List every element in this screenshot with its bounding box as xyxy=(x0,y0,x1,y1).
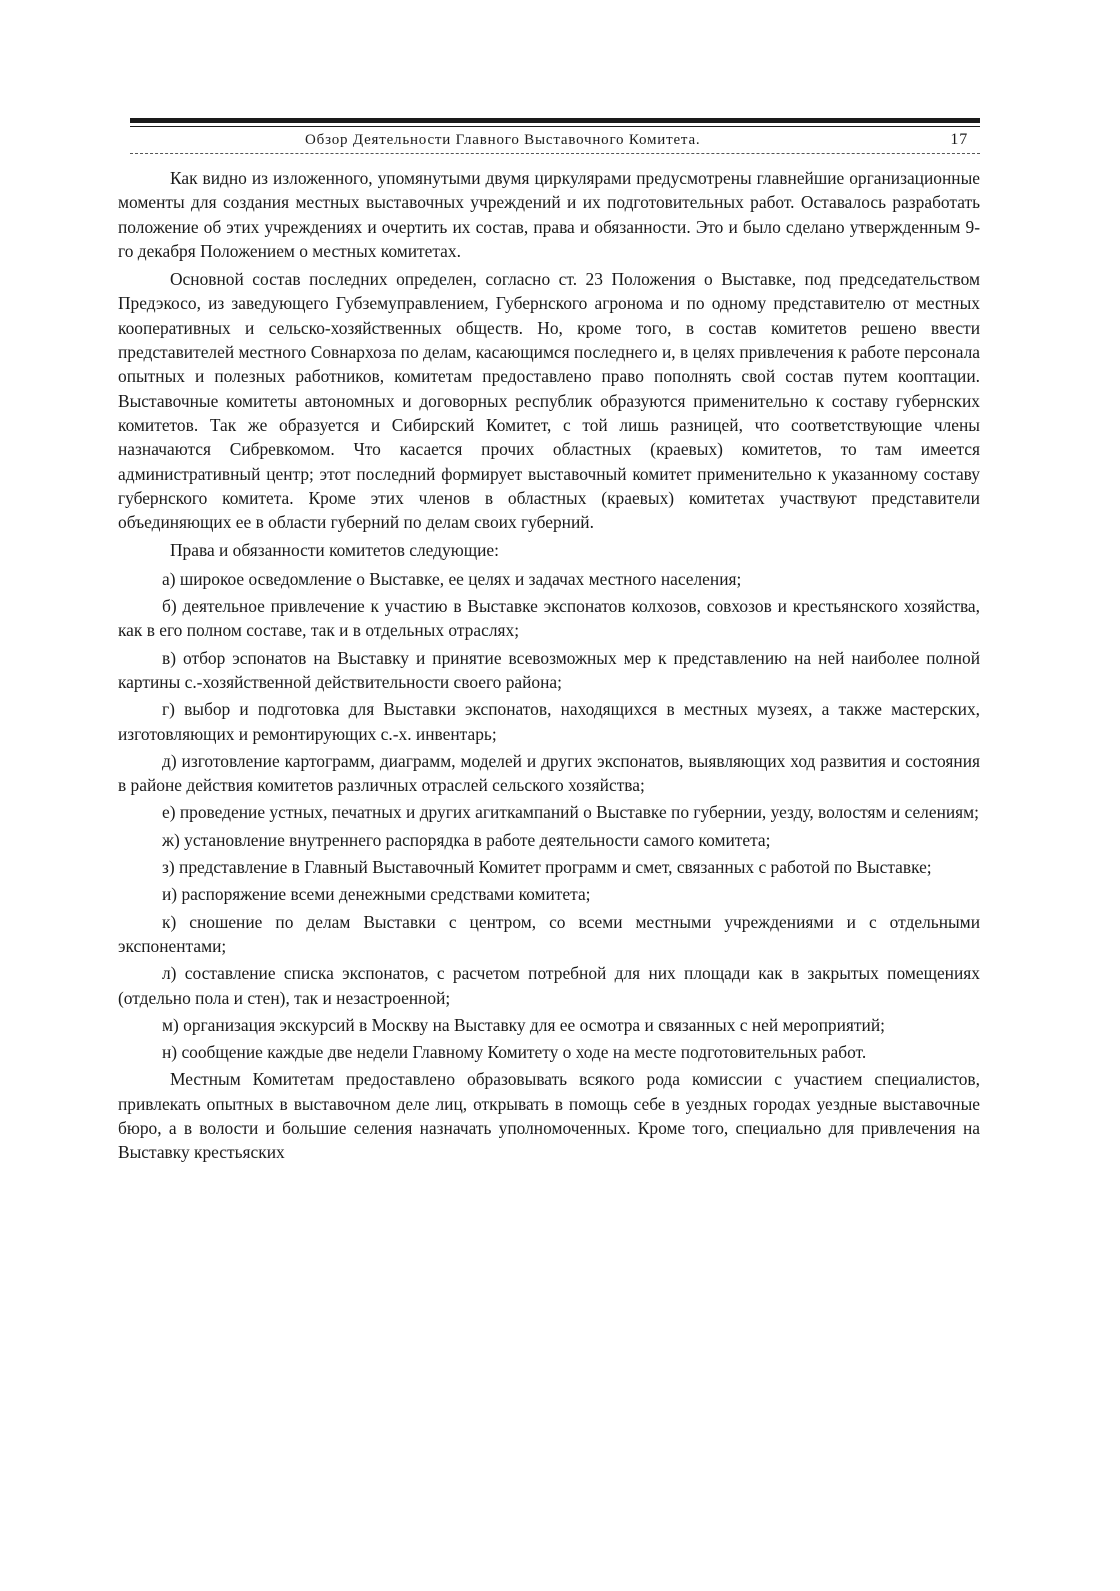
running-header xyxy=(130,127,980,153)
page-number: 17 xyxy=(950,131,968,148)
list-item: е) проведение устных, печатных и других агиткампаний о Выставке по губернии, уезду, волостям и селениям; xyxy=(162,802,980,823)
list-item: г) выбор и подготовка для Выставки экспонатов, находящихся в местных музеях, а также мастерских, изготовляющих и ремонтирующих с.-х. инвентарь; xyxy=(118,699,980,744)
list-item: з) представление в Главный Выставочный Комитет программ и смет, связанных с работой по Выставке; xyxy=(162,857,932,878)
list-item: б) деятельное привлечение к участию в Выставке экспонатов колхозов, совхозов и крестьянского хозяйства, как в его полном составе, так и в отдельных отраслях; xyxy=(118,596,980,641)
paragraph: Основной состав последних определен, согласно ст. 23 Положения о Выставке, под председательством Предэкосо, из заведующего Губземуправлением, Губернского агронома и по одному представителю от местных кооперативных и сельско-хозяйственных обществ. Но, кроме того, в состав комитетов решено ввести представителей местного Совнархоза по делам, касающимся последнего и, в целях привлечения к работе персонала опытных и полезных работников, комитетам предоставлено право пополнять свой состав путем кооптации. Выставочные комитеты автономных и договорных республик образуются применительно к составу губернских комитетов. Так же образуется и Сибирский Комитет, с той лишь разницей, что соответствующие члены назначаются Сибревкомом. Что касается прочих областных (краевых) комитетов, то там имеется административный центр; этот последний формирует выставочный комитет применительно к указанному составу губернского комитета. Кроме этих членов в областных (краевых) комитетах участвуют представители объединяющих ее в области губерний по делам своих губерний. xyxy=(118,269,980,533)
header-divider xyxy=(130,153,980,154)
list-item: н) сообщение каждые две недели Главному Комитету о ходе на месте подготовительных работ. xyxy=(162,1042,867,1063)
paragraph: Как видно из изложенного, упомянутыми двумя циркулярами предусмотрены главнейшие организационные моменты для создания местных выставочных учреждений и их подготовительных работ. Оставалось разработать положение об этих учреждениях и очертить их состав, права и обязанности. Это и было сделано утвержденным 9-го декабря Положением о местных комитетах. xyxy=(118,168,980,261)
document-body xyxy=(118,166,980,1165)
header-rule-thick xyxy=(130,118,980,123)
paragraph: Права и обязанности комитетов следующие: xyxy=(170,540,499,561)
closing-paragraph: Местным Комитетам предоставлено образовывать всякого рода комиссии с участием специалистов, привлекать опытных в выставочном деле лиц, открывать в помощь себе в уездных городах уездные выставочные бюро, а в волости и большие селения назначать уполномоченных. Кроме того, специально для привлечения на Выставку крестьяских xyxy=(118,1069,980,1163)
list-item: д) изготовление картограмм, диаграмм, моделей и других экспонатов, выявляющих ход развития и состояния в районе действия комитетов различных отраслей сельского хозяйства; xyxy=(118,750,980,796)
list-item: ж) установление внутреннего распорядка в работе деятельности самого комитета; xyxy=(162,829,771,850)
document-page xyxy=(118,118,980,1169)
list-item: к) сношение по делам Выставки с центром, со всеми местными учреждениями и с отдельными экспонентами; xyxy=(118,911,980,956)
list-item: а) широкое осведомление о Выставке, ее целях и задачах местного населения; xyxy=(162,568,742,589)
running-header-title: Обзор Деятельности Главного Выставочного Комитета. xyxy=(305,132,701,148)
list-item: и) распоряжение всеми денежными средствами комитета; xyxy=(162,884,591,905)
list-item: м) организация экскурсий в Москву на Выставку для ее осмотра и связанных с ней мероприятий; xyxy=(162,1014,885,1035)
list-item: в) отбор эспонатов на Выставку и принятие всевозможных мер к представлению на ней наиболее полной картины с.-хозяйственной действительности своего района; xyxy=(118,647,980,692)
list-item: л) составление списка экспонатов, с расчетом потребной для них площади как в закрытых помещениях (отдельно пола и стен), так и незастроенной; xyxy=(118,963,980,1008)
